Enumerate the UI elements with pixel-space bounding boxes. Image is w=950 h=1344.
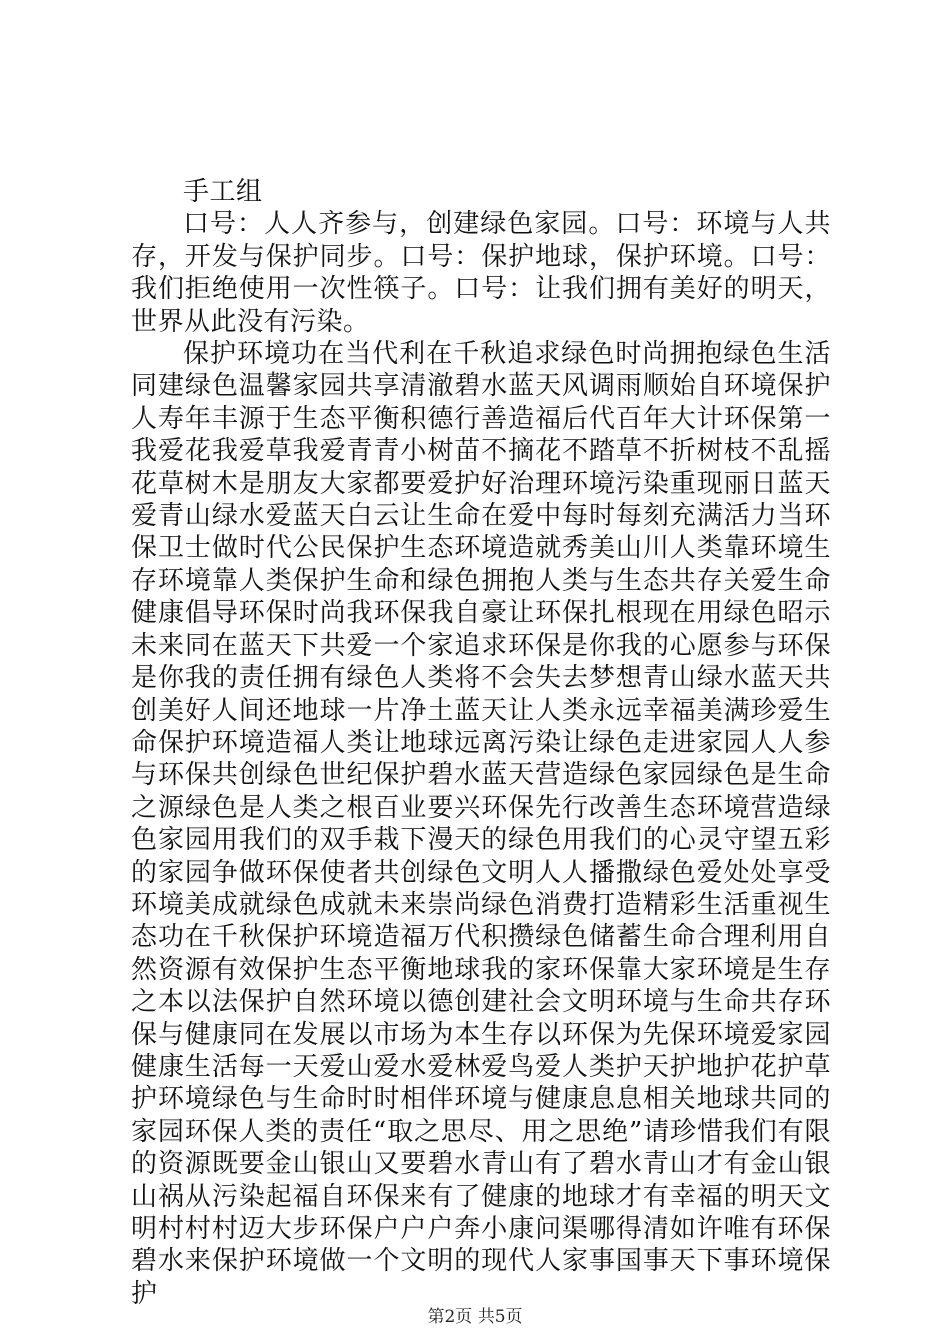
slogan-paragraph: 口号：人人齐参与，创建绿色家园。口号：环境与人共存，开发与保护同步。口号：保护地球，保护环境。口号：我们拒绝使用一次性筷子。口号：让我们拥有美好的明天，世界从此没有污染。	[131, 209, 831, 337]
page-footer: 第2页 共5页	[427, 1307, 523, 1327]
document-body	[131, 176, 831, 1310]
section-heading: 手工组	[183, 177, 263, 207]
slogan-list-paragraph: 保护环境功在当代利在千秋追求绿色时尚拥抱绿色生活同建绿色温馨家园共享清澈碧水蓝天风调雨顺始自环境保护人寿年丰源于生态平衡积德行善造福后代百年大计环保第一我爱花我爱草我爱青青小树苗不摘花不踏草不折树枝不乱摇花草树木是朋友大家都要爱护好治理环境污染重现丽日蓝天爱青山绿水爱蓝天白云让生命在爱中每时每刻充满活力当环保卫士做时代公民保护生态环境造就秀美山川人类靠环境生存环境靠人类保护生命和绿色拥抱人类与生态共存关爱生命健康倡导环保时尚我环保我自豪让环保扎根现在用绿色昭示未来同在蓝天下共爱一个家追求环保是你我的心愿参与环保是你我的责任拥有绿色人类将不会失去梦想青山绿水蓝天共创美好人间还地球一片净土蓝天让人类永远幸福美满珍爱生命保护环境造福人类让地球远离污染让绿色走进家园人人参与环保共创绿色世纪保护碧水蓝天营造绿色家园绿色是生命之源绿色是人类之根百业要兴环保先行改善生态环境营造绿色家园用我们的双手栽下漫天的绿色用我们的心灵守望五彩的家园争做环保使者共创绿色文明人人播撒绿色爱处处享受环境美成就绿色成就未来崇尚绿色消费打造精彩生活重视生态功在千秋保护环境造福万代积攒绿色储蓄生命合理利用自然资源有效保护生态平衡地球我的家环保靠大家环境是生存之本以法保护自然环境以德创建社会文明环境与生命共存环保与健康同在发展以市场为本生存以环保为先保环境爱家园健康生活每一天爱山爱水爱林爱鸟爱人类护天护地护花护草护环境绿色与生命时时相伴环境与健康息息相关地球共同的家园环保人类的责任“取之思尽、用之思绝”请珍惜我们有限的资源既要金山银山又要碧水青山有了碧水青山才有金山银山祸从污染起福自环保来有了健康的地球才有幸福的明天文明村村村迈大步环保户户户奔小康问渠哪得清如许唯有环保碧水来保护环境做一个文明的现代人家事国事天下事环境保护	[131, 339, 831, 1309]
